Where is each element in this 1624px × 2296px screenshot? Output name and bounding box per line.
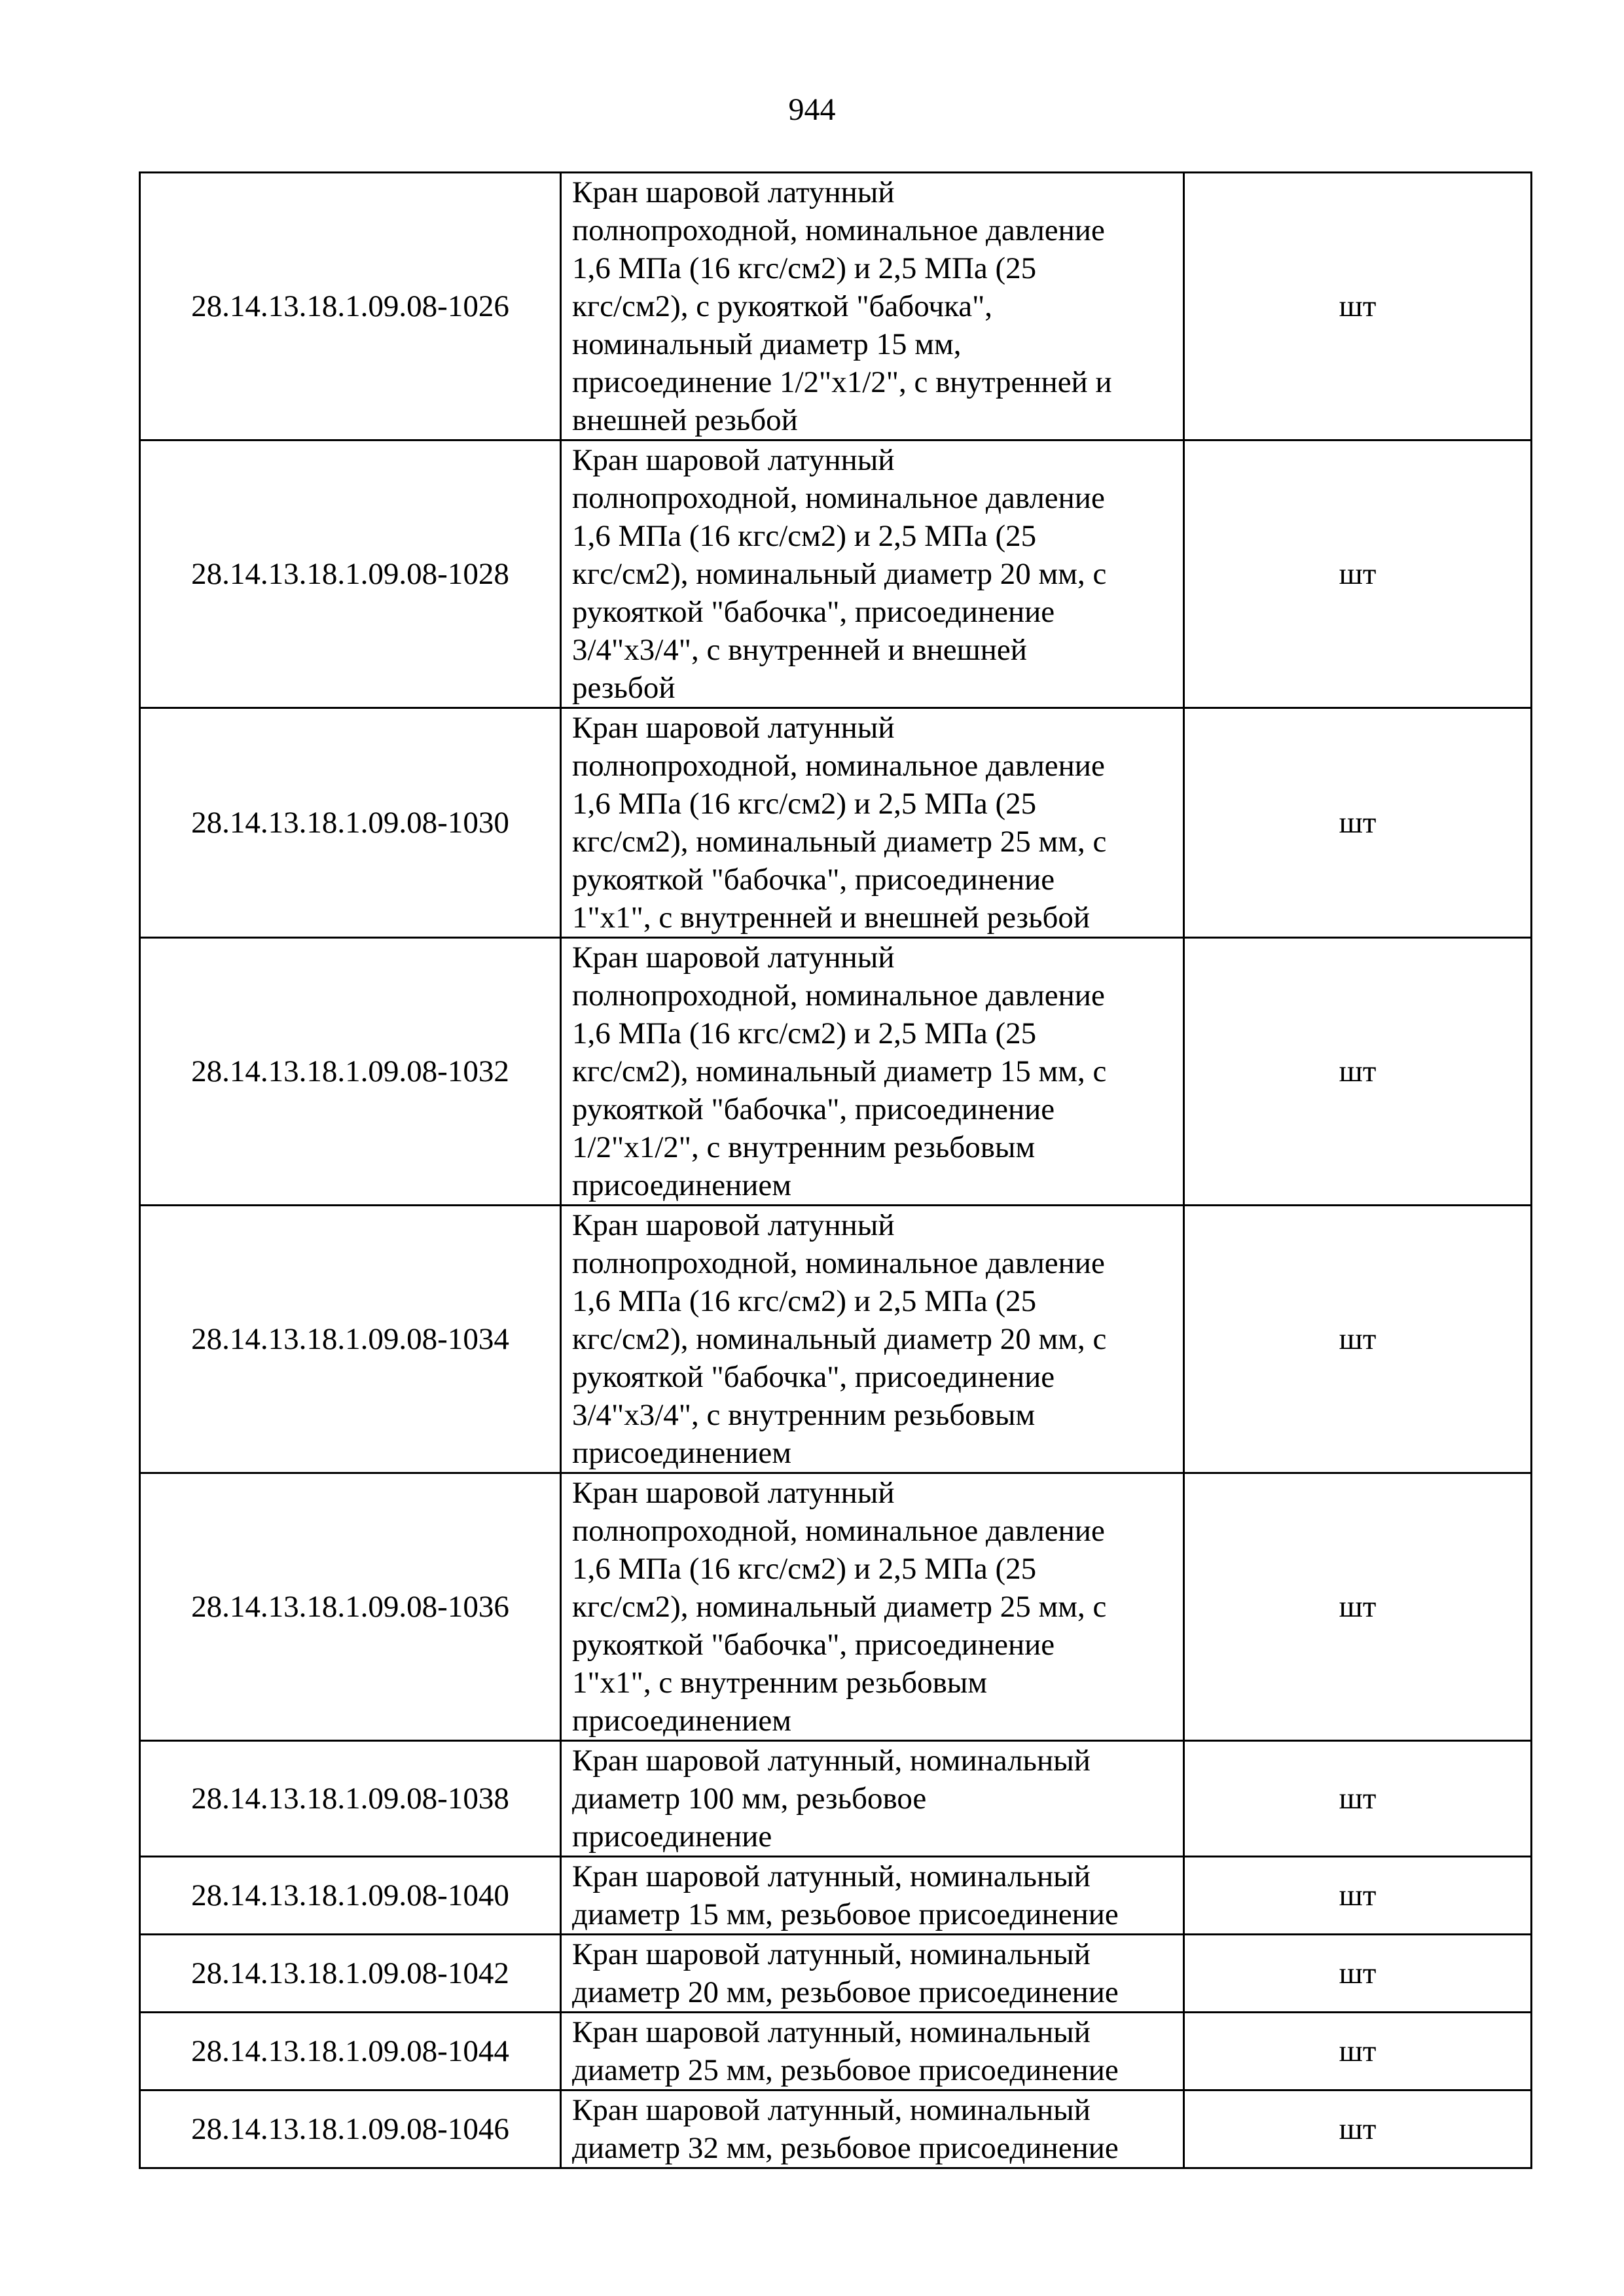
description-line: кгс/см2), номинальный диаметр 20 мм, с — [572, 1322, 1107, 1356]
description-line: диаметр 25 мм, резьбовое присоединение — [572, 2053, 1119, 2087]
description-line: Кран шаровой латунный, номинальный — [572, 1744, 1091, 1778]
description-line: кгс/см2), с рукояткой "бабочка", — [572, 289, 993, 323]
table-row — [140, 440, 1532, 708]
description-line: Кран шаровой латунный, номинальный — [572, 2093, 1091, 2127]
description-line: присоединением — [572, 1704, 791, 1738]
item-description — [561, 1473, 1184, 1741]
description-line: полнопроходной, номинальное давление — [572, 481, 1105, 515]
description-line: 1,6 МПа (16 кгс/см2) и 2,5 МПа (25 — [572, 1552, 1037, 1586]
description-line: кгс/см2), номинальный диаметр 15 мм, с — [572, 1054, 1107, 1088]
item-unit: шт — [1184, 938, 1532, 1206]
item-unit: шт — [1184, 1935, 1532, 2013]
description-line: Кран шаровой латунный, номинальный — [572, 1859, 1091, 1893]
description-line: 1"х1", с внутренней и внешней резьбой — [572, 901, 1091, 935]
description-line: полнопроходной, номинальное давление — [572, 978, 1105, 1013]
description-line: Кран шаровой латунный — [572, 1208, 895, 1242]
description-line: Кран шаровой латунный, номинальный — [572, 2015, 1091, 2049]
table-row — [140, 2090, 1532, 2168]
item-code: 28.14.13.18.1.09.08-1038 — [140, 1741, 561, 1857]
description-line: Кран шаровой латунный — [572, 711, 895, 745]
item-description — [561, 938, 1184, 1206]
description-line: диаметр 20 мм, резьбовое присоединение — [572, 1975, 1119, 2009]
description-line: внешней резьбой — [572, 403, 798, 437]
description-line: рукояткой "бабочка", присоединение — [572, 1628, 1055, 1662]
description-line: 1/2"х1/2", с внутренним резьбовым — [572, 1130, 1036, 1164]
item-description — [561, 1741, 1184, 1857]
item-code: 28.14.13.18.1.09.08-1042 — [140, 1935, 561, 2013]
table-row — [140, 938, 1532, 1206]
table-row — [140, 1473, 1532, 1741]
description-line: 1,6 МПа (16 кгс/см2) и 2,5 МПа (25 — [572, 787, 1037, 821]
description-line: 3/4"х3/4", с внутренней и внешней — [572, 633, 1027, 667]
item-description — [561, 1935, 1184, 2013]
description-line: номинальный диаметр 15 мм, — [572, 327, 962, 361]
item-code: 28.14.13.18.1.09.08-1036 — [140, 1473, 561, 1741]
table-row — [140, 1206, 1532, 1473]
description-line: присоединение — [572, 1820, 772, 1854]
item-unit: шт — [1184, 1206, 1532, 1473]
item-description — [561, 708, 1184, 938]
item-unit: шт — [1184, 2013, 1532, 2090]
item-code: 28.14.13.18.1.09.08-1028 — [140, 440, 561, 708]
description-line: Кран шаровой латунный, номинальный — [572, 1937, 1091, 1971]
item-code: 28.14.13.18.1.09.08-1046 — [140, 2090, 561, 2168]
item-description — [561, 2013, 1184, 2090]
description-line: 1,6 МПа (16 кгс/см2) и 2,5 МПа (25 — [572, 251, 1037, 285]
item-unit: шт — [1184, 1473, 1532, 1741]
item-unit: шт — [1184, 440, 1532, 708]
description-line: кгс/см2), номинальный диаметр 25 мм, с — [572, 1590, 1107, 1624]
description-line: Кран шаровой латунный — [572, 175, 895, 209]
table-row — [140, 1857, 1532, 1935]
description-line: кгс/см2), номинальный диаметр 20 мм, с — [572, 557, 1107, 591]
description-line: 1,6 МПа (16 кгс/см2) и 2,5 МПа (25 — [572, 519, 1037, 553]
description-line: Кран шаровой латунный — [572, 941, 895, 975]
item-code: 28.14.13.18.1.09.08-1034 — [140, 1206, 561, 1473]
page-number: 944 — [788, 92, 836, 127]
item-description — [561, 173, 1184, 440]
catalog-table-body — [140, 173, 1532, 2168]
item-unit: шт — [1184, 173, 1532, 440]
item-description — [561, 1206, 1184, 1473]
item-unit: шт — [1184, 1741, 1532, 1857]
table-row — [140, 1935, 1532, 2013]
table-row — [140, 1741, 1532, 1857]
description-line: диаметр 100 мм, резьбовое — [572, 1782, 927, 1816]
item-code: 28.14.13.18.1.09.08-1032 — [140, 938, 561, 1206]
description-line: полнопроходной, номинальное давление — [572, 1246, 1105, 1280]
item-unit: шт — [1184, 708, 1532, 938]
description-line: рукояткой "бабочка", присоединение — [572, 863, 1055, 897]
description-line: рукояткой "бабочка", присоединение — [572, 1360, 1055, 1394]
item-code: 28.14.13.18.1.09.08-1026 — [140, 173, 561, 440]
description-line: 1,6 МПа (16 кгс/см2) и 2,5 МПа (25 — [572, 1284, 1037, 1318]
table-row — [140, 708, 1532, 938]
description-line: диаметр 15 мм, резьбовое присоединение — [572, 1897, 1119, 1931]
table-row — [140, 2013, 1532, 2090]
description-line: полнопроходной, номинальное давление — [572, 213, 1105, 247]
description-line: 3/4"х3/4", с внутренним резьбовым — [572, 1398, 1036, 1432]
catalog-table — [139, 171, 1532, 2169]
description-line: диаметр 32 мм, резьбовое присоединение — [572, 2131, 1119, 2165]
description-line: присоединение 1/2"х1/2", с внутренней и — [572, 365, 1112, 399]
item-code: 28.14.13.18.1.09.08-1044 — [140, 2013, 561, 2090]
description-line: присоединением — [572, 1436, 791, 1470]
description-line: Кран шаровой латунный — [572, 1476, 895, 1510]
description-line: Кран шаровой латунный — [572, 443, 895, 477]
item-code: 28.14.13.18.1.09.08-1040 — [140, 1857, 561, 1935]
description-line: полнопроходной, номинальное давление — [572, 749, 1105, 783]
description-line: полнопроходной, номинальное давление — [572, 1514, 1105, 1548]
item-unit: шт — [1184, 1857, 1532, 1935]
item-unit: шт — [1184, 2090, 1532, 2168]
item-description — [561, 2090, 1184, 2168]
description-line: кгс/см2), номинальный диаметр 25 мм, с — [572, 825, 1107, 859]
description-line: рукояткой "бабочка", присоединение — [572, 1092, 1055, 1126]
item-code: 28.14.13.18.1.09.08-1030 — [140, 708, 561, 938]
item-description — [561, 1857, 1184, 1935]
description-line: рукояткой "бабочка", присоединение — [572, 595, 1055, 629]
description-line: 1,6 МПа (16 кгс/см2) и 2,5 МПа (25 — [572, 1016, 1037, 1050]
table-row — [140, 173, 1532, 440]
description-line: присоединением — [572, 1168, 791, 1202]
description-line: резьбой — [572, 671, 676, 705]
item-description — [561, 440, 1184, 708]
description-line: 1"х1", с внутренним резьбовым — [572, 1666, 988, 1700]
